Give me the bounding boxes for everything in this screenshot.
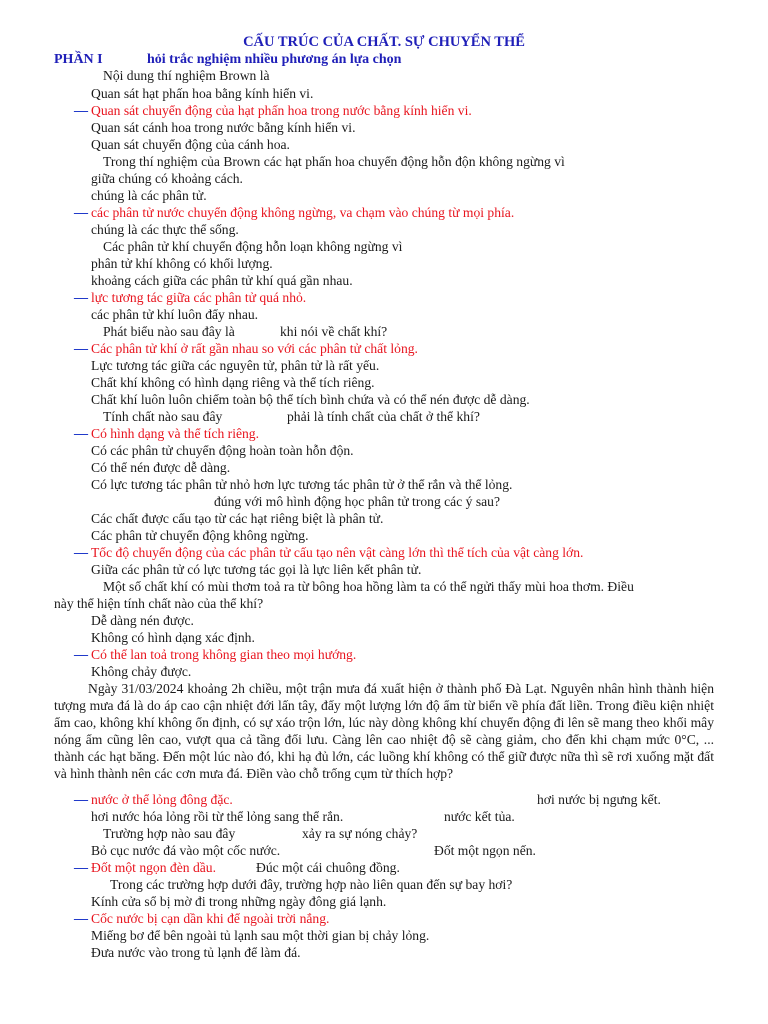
question-7-stem: Một số chất khí có mùi thơm toả ra từ bông hoa hồng làm ta có thể ngửi thấy mùi hoa thơm. Điều (103, 579, 634, 594)
question-9-stem: Trường hợp nào sau đây (103, 826, 236, 841)
question-8-option: hơi nước bị ngưng kết. (537, 792, 661, 807)
question-6-stem: đúng với mô hình động học phân tử trong các ý sau? (214, 494, 500, 509)
question-6-correct-option: Tốc độ chuyển động của các phân tử cấu tạo nên vật càng lớn thì thể tích của vật càng lớn. (91, 545, 584, 560)
question-9-option: Đúc một cái chuông đồng. (256, 860, 400, 875)
question-7-option: Không chảy được. (91, 664, 192, 679)
question-8-passage-text: Ngày 31/03/2024 khoảng 2h chiều, một trận mưa đá xuất hiện ở thành phố Đà Lạt. Nguyên nhân hình thành hiện tượng mưa đá là do áp cao cận nhiệt đới lấn tây, đẩy một lượng lớn độ ẩm từ biển về phía đất liền. Trong điều kiện nhiệt ẩm cao, không khí không ổn định, có sự xáo trộn lớn, lúc này dòng không khí chuyển động đi lên sẽ mang theo khối mây nóng ẩm cũng lên cao, vượt qua cả tầng đối lưu. Càng lên cao nhiệt độ sẽ càng giảm, cho đến khi chạm mức 0°C, ... thành các hạt băng. Đến một lúc nào đó, khi hạ đủ lớn, các luồng khí không có thể giữ được nữa thì sẽ rơi xuống mặt đất và hình thành nên các cơn mưa đá. Điền vào chỗ trống cụm từ thích hợp? (54, 681, 714, 781)
part-label: PHẦN I (54, 52, 103, 67)
question-3-option: khoảng cách giữa các phân tử khí quá gần nhau. (91, 273, 353, 288)
question-9-option: Bỏ cục nước đá vào một cốc nước. (91, 843, 281, 858)
question-1-option: Quan sát hạt phấn hoa bằng kính hiển vi. (91, 86, 314, 101)
question-5-option: Có các phân tử chuyển động hoàn toàn hỗn độn. (91, 443, 354, 458)
question-2-option: chúng là các phân tử. (91, 188, 207, 203)
question-4-stem-end: khi nói về chất khí? (280, 324, 388, 339)
question-5-option: Có thể nén được dễ dàng. (91, 460, 231, 475)
question-10-stem: Trong các trường hợp dưới đây, trường hợp nào liên quan đến sự bay hơi? (110, 877, 513, 892)
question-8-correct-option: nước ở thể lỏng đông đặc. (91, 792, 233, 807)
question-8-option: hơi nước hóa lỏng rồi từ thể lỏng sang thể rắn. (91, 809, 344, 824)
question-3-stem: Các phân tử khí chuyển động hỗn loạn không ngừng vì (103, 239, 403, 254)
answer-mark (74, 541, 88, 557)
question-5-stem: Tính chất nào sau đây (103, 409, 223, 424)
question-9-correct-option: Đốt một ngọn đèn dầu. (91, 860, 216, 875)
question-5-correct-option: Có hình dạng và thể tích riêng. (91, 426, 259, 441)
part-title: hỏi trắc nghiệm nhiều phương án lựa chọn (147, 52, 402, 67)
question-3-correct-option: lực tương tác giữa các phân tử quá nhỏ. (91, 290, 307, 305)
question-2-option: giữa chúng có khoảng cách. (91, 171, 243, 186)
question-1-stem: Nội dung thí nghiệm Brown là (103, 68, 270, 83)
question-2-option: chúng là các thực thể sống. (91, 222, 239, 237)
question-2-correct-option: các phân tử nước chuyển động không ngừng, va chạm vào chúng từ mọi phía. (91, 205, 515, 220)
answer-mark (74, 99, 88, 115)
question-6-option: Các chất được cấu tạo từ các hạt riêng biệt là phân tử. (91, 511, 384, 526)
question-6-option: Các phân tử chuyển động không ngừng. (91, 528, 309, 543)
question-4-stem: Phát biểu nào sau đây là (103, 324, 235, 339)
question-3-option: các phân tử khí luôn đẩy nhau. (91, 307, 259, 322)
question-5-stem-end: phải là tính chất của chất ở thể khí? (287, 409, 480, 424)
question-10-correct-option: Cốc nước bị cạn dần khi để ngoài trời nắng. (91, 911, 330, 926)
question-8-option: nước kết tủa. (444, 809, 515, 824)
question-10-option: Miếng bơ để bên ngoài tủ lạnh sau một thời gian bị chảy lỏng. (91, 928, 430, 943)
question-8-passage (54, 680, 714, 782)
answer-mark (74, 643, 88, 659)
question-7-stem-cont: này thể hiện tính chất nào của thể khí? (54, 596, 264, 611)
question-9-stem-end: xảy ra sự nóng chảy? (302, 826, 418, 841)
answer-mark (74, 907, 88, 923)
question-1-option: Quan sát cánh hoa trong nước bằng kính hiển vi. (91, 120, 356, 135)
question-6-option: Giữa các phân tử có lực tương tác gọi là lực liên kết phân tử. (91, 562, 422, 577)
answer-mark (74, 422, 88, 438)
answer-mark (74, 286, 88, 302)
question-10-option: Đưa nước vào trong tủ lạnh để làm đá. (91, 945, 301, 960)
question-4-correct-option: Các phân tử khí ở rất gần nhau so với các phân tử chất lỏng. (91, 341, 418, 356)
question-3-option: phân tử khí không có khối lượng. (91, 256, 273, 271)
question-5-option: Có lực tương tác phân tử nhỏ hơn lực tương tác phân tử ở thể rắn và thể lỏng. (91, 477, 513, 492)
question-9-option: Đốt một ngọn nến. (434, 843, 536, 858)
answer-mark (74, 856, 88, 872)
answer-mark (74, 337, 88, 353)
question-2-stem: Trong thí nghiệm của Brown các hạt phấn hoa chuyển động hỗn độn không ngừng vì (103, 154, 565, 169)
answer-mark (74, 788, 88, 804)
question-4-option: Chất khí không có hình dạng riêng và thể tích riêng. (91, 375, 375, 390)
question-7-option: Dễ dàng nén được. (91, 613, 194, 628)
answer-mark (74, 201, 88, 217)
question-1-correct-option: Quan sát chuyển động của hạt phấn hoa trong nước bằng kính hiển vi. (91, 103, 472, 118)
question-4-option: Chất khí luôn luôn chiếm toàn bộ thể tích bình chứa và có thể nén được dễ dàng. (91, 392, 530, 407)
question-7-correct-option: Có thể lan toả trong không gian theo mọi hướng. (91, 647, 357, 662)
document-title: CẤU TRÚC CỦA CHẤT. SỰ CHUYỂN THỂ (243, 34, 525, 50)
question-1-option: Quan sát chuyển động của cánh hoa. (91, 137, 290, 152)
question-4-option: Lực tương tác giữa các nguyên tử, phân tử là rất yếu. (91, 358, 380, 373)
question-7-option: Không có hình dạng xác định. (91, 630, 255, 645)
question-10-option: Kính cửa sổ bị mờ đi trong những ngày đông giá lạnh. (91, 894, 387, 909)
